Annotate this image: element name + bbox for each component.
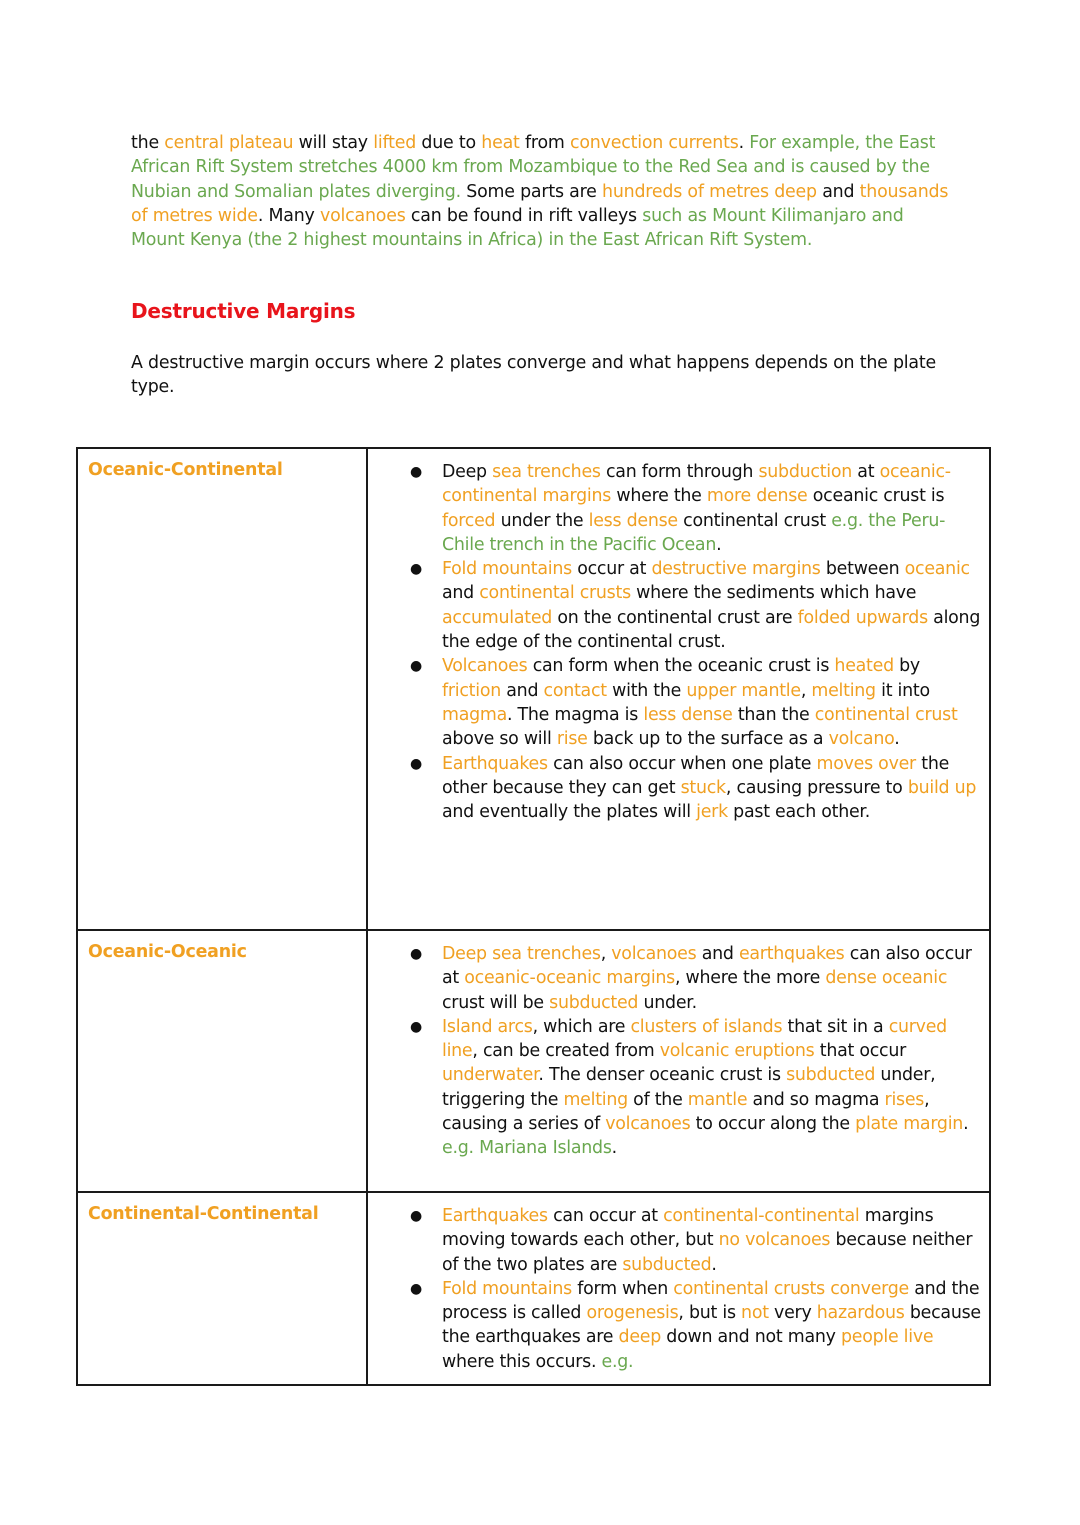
plate-type-cell: Oceanic-Oceanic xyxy=(77,930,367,1192)
example-text: For example, the East African Rift System stretches 4000 km from Mozambique to the Red Sea and is caused by the Nubian and Somalian plates diverging. xyxy=(131,133,936,202)
body-text: past each other. xyxy=(727,802,871,823)
key-term: upper mantle xyxy=(686,680,801,701)
lead-paragraph: A destructive margin occurs where 2 plates converge and what happens depends on the plate type. xyxy=(131,353,937,398)
bullet-item xyxy=(410,752,983,825)
body-text: . xyxy=(716,534,722,555)
key-term: friction xyxy=(442,680,501,701)
body-text: because neither of the two plates are xyxy=(442,1230,973,1275)
description-cell xyxy=(367,1192,990,1385)
key-term: folded upwards xyxy=(797,607,928,628)
table-row-oceanic-oceanic xyxy=(77,930,990,1192)
key-term: central plateau xyxy=(164,133,294,153)
body-text: and xyxy=(816,181,860,202)
body-text: where the xyxy=(611,486,707,507)
body-text: from xyxy=(519,133,570,153)
bullet-item xyxy=(410,1204,983,1277)
body-text: back up to the surface as a xyxy=(587,729,829,750)
body-text: that occur xyxy=(814,1041,907,1062)
body-text: that sit in a xyxy=(782,1016,889,1037)
bullet-icon: ● xyxy=(410,946,422,962)
key-term: clusters of islands xyxy=(630,1016,783,1037)
example-text: e.g. xyxy=(601,1351,634,1372)
body-text: crust will be xyxy=(442,992,550,1013)
body-text: under, triggering the xyxy=(442,1065,936,1110)
key-term: lifted xyxy=(373,133,417,153)
body-text: and xyxy=(696,944,739,964)
key-term: more dense xyxy=(706,486,808,507)
key-term: Volcanoes xyxy=(442,656,528,677)
table-row-continental-continental xyxy=(77,1192,990,1385)
key-term: continental crusts converge xyxy=(673,1278,909,1299)
key-term: volcanic eruptions xyxy=(659,1041,815,1062)
key-term: Earthquakes xyxy=(442,753,548,774)
key-term: dense oceanic xyxy=(825,968,948,989)
body-text: occur at xyxy=(571,559,652,580)
body-text: . xyxy=(611,1138,617,1159)
bullet-icon: ● xyxy=(410,755,422,772)
key-term: hazardous xyxy=(816,1303,905,1324)
body-text: Some parts are xyxy=(460,181,602,202)
key-term: stuck xyxy=(680,777,726,798)
body-text: , xyxy=(600,944,612,964)
key-term: heated xyxy=(834,656,894,677)
key-term: continental crust xyxy=(814,704,958,725)
key-term: convection currents xyxy=(570,133,739,153)
body-text: by xyxy=(893,656,920,677)
bullet-item xyxy=(410,654,983,751)
key-term: subducted xyxy=(622,1254,712,1275)
body-text: it into xyxy=(875,680,930,701)
body-text: at xyxy=(852,462,880,482)
bullet-icon: ● xyxy=(410,464,422,480)
key-term: underwater xyxy=(442,1065,539,1086)
bullet-icon: ● xyxy=(410,1208,422,1224)
key-term: Fold mountains xyxy=(442,1278,572,1299)
body-text: and eventually the plates will xyxy=(442,802,697,823)
key-term: volcanoes xyxy=(605,1114,691,1135)
body-text: , causing a series of xyxy=(442,1089,930,1135)
key-term: Earthquakes xyxy=(442,1206,548,1226)
body-text: oceanic crust is xyxy=(807,486,945,507)
key-term: orogenesis xyxy=(586,1303,679,1324)
body-text: between xyxy=(820,559,905,580)
key-term: subduction xyxy=(758,462,853,482)
key-term: no volcanoes xyxy=(718,1230,831,1251)
body-text: the xyxy=(131,133,165,153)
body-text: can also occur at xyxy=(442,944,972,989)
key-term: sea trenches xyxy=(492,462,601,482)
body-text: margins moving towards each other, but xyxy=(442,1206,934,1251)
key-term: accumulated xyxy=(442,607,553,628)
body-text: where this occurs. xyxy=(442,1351,602,1372)
bullet-icon: ● xyxy=(410,1018,422,1035)
body-text: can be found in rift valleys xyxy=(405,205,643,226)
key-term: subducted xyxy=(549,992,639,1013)
example-text: such as Mount Kilimanjaro and Mount Kenya (the 2 highest mountains in Africa) in the East African Rift System. xyxy=(131,205,904,251)
body-text: , where the more xyxy=(674,968,826,989)
body-text: . The magma is xyxy=(506,704,644,725)
body-text: . xyxy=(738,133,750,153)
bullet-item xyxy=(410,1015,983,1161)
description-cell xyxy=(367,930,990,1192)
intro-paragraph xyxy=(131,131,951,252)
body-text: . xyxy=(963,1114,969,1135)
key-term: Deep sea trenches xyxy=(442,944,601,964)
key-term: curved line xyxy=(442,1016,947,1062)
body-text: under. xyxy=(638,992,697,1013)
key-term: mantle xyxy=(687,1089,748,1110)
body-text: can occur at xyxy=(547,1206,664,1226)
body-text: under the xyxy=(495,510,589,531)
bullet-item xyxy=(410,1277,983,1374)
body-text: continental crust xyxy=(677,510,832,531)
body-text: because the earthquakes are xyxy=(442,1303,981,1348)
example-text: e.g. Mariana Islands xyxy=(442,1138,612,1159)
key-term: less dense xyxy=(643,704,733,725)
key-term: subducted xyxy=(786,1065,876,1086)
body-text: , but is xyxy=(678,1303,742,1324)
key-term: rises xyxy=(884,1089,925,1110)
key-term: continental-continental xyxy=(663,1206,860,1226)
key-term: deep xyxy=(618,1327,662,1348)
body-text: due to xyxy=(416,133,482,153)
key-term: magma xyxy=(442,704,507,725)
example-text: e.g. the Peru-Chile trench in the Pacific Ocean xyxy=(442,510,946,555)
key-term: melting xyxy=(811,680,876,701)
plate-type-cell: Continental-Continental xyxy=(77,1192,367,1385)
bullet-icon: ● xyxy=(410,658,422,675)
key-term: Island arcs xyxy=(442,1016,533,1037)
key-term: oceanic-oceanic margins xyxy=(464,968,675,989)
section-heading: Destructive Margins xyxy=(131,299,356,323)
body-text: , can be created from xyxy=(472,1041,660,1062)
bullet-icon: ● xyxy=(410,561,422,578)
plate-margins-table xyxy=(76,447,991,1386)
body-text: above so will xyxy=(442,729,557,750)
bullet-icon: ● xyxy=(410,1280,422,1297)
key-term: earthquakes xyxy=(738,944,845,964)
body-text: . The denser oceanic crust is xyxy=(538,1065,787,1086)
body-text: , xyxy=(800,680,812,701)
key-term: rise xyxy=(556,729,588,750)
body-text: can form through xyxy=(600,462,759,482)
body-text: on the continental crust are xyxy=(552,607,798,628)
body-text: can also occur when one plate xyxy=(547,753,817,774)
body-text: and the process is called xyxy=(442,1278,980,1324)
table-row-oceanic-continental xyxy=(77,448,990,930)
key-term: build up xyxy=(907,777,977,798)
body-text: and xyxy=(500,680,544,701)
key-term: forced xyxy=(442,510,496,531)
key-term: destructive margins xyxy=(651,559,821,580)
body-text: form when xyxy=(571,1278,674,1299)
body-text: with the xyxy=(606,680,687,701)
plate-type-cell: Oceanic-Continental xyxy=(77,448,367,930)
bullet-list xyxy=(410,460,983,824)
key-term: continental crusts xyxy=(479,583,631,604)
body-text: where the sediments which have xyxy=(630,583,917,604)
body-text: along the edge of the continental crust. xyxy=(442,607,981,653)
key-term: jerk xyxy=(696,802,728,823)
body-text: of the xyxy=(627,1089,688,1110)
key-term: volcano xyxy=(828,729,895,750)
bullet-item xyxy=(410,460,983,557)
key-term: Fold mountains xyxy=(442,559,572,580)
body-text: , causing pressure to xyxy=(725,777,908,798)
key-term: melting xyxy=(563,1089,628,1110)
bullet-list xyxy=(410,1204,983,1374)
body-text: can form when the oceanic crust is xyxy=(527,656,835,677)
body-text: and so magma xyxy=(747,1089,885,1110)
body-text: . xyxy=(894,729,900,750)
key-term: heat xyxy=(481,133,520,153)
key-term: oceanic xyxy=(904,559,970,580)
key-term: less dense xyxy=(588,510,678,531)
body-text: down and not many xyxy=(661,1327,841,1348)
body-text: , which are xyxy=(532,1016,631,1037)
description-cell xyxy=(367,448,990,930)
key-term: moves over xyxy=(816,753,916,774)
key-term: hundreds of metres deep xyxy=(602,181,817,202)
body-text: the other because they can get xyxy=(442,753,950,798)
key-term: thousands of metres wide xyxy=(131,181,949,226)
key-term: people live xyxy=(840,1327,934,1348)
body-text: than the xyxy=(732,704,815,725)
key-term: volcanoes xyxy=(319,205,406,226)
bullet-item xyxy=(410,942,983,1015)
body-text: . xyxy=(711,1254,717,1275)
body-text: to occur along the xyxy=(690,1114,856,1135)
body-text: Deep xyxy=(442,462,493,482)
key-term: volcanoes xyxy=(611,944,697,964)
body-text: and xyxy=(442,583,480,604)
key-term: oceanic-continental margins xyxy=(442,462,951,507)
key-term: contact xyxy=(543,680,607,701)
bullet-list xyxy=(410,942,983,1161)
body-text: very xyxy=(768,1303,817,1324)
key-term: not xyxy=(741,1303,769,1324)
bullet-item xyxy=(410,557,983,654)
body-text: . Many xyxy=(257,205,320,226)
key-term: plate margin xyxy=(855,1114,964,1135)
body-text: will stay xyxy=(293,133,374,153)
